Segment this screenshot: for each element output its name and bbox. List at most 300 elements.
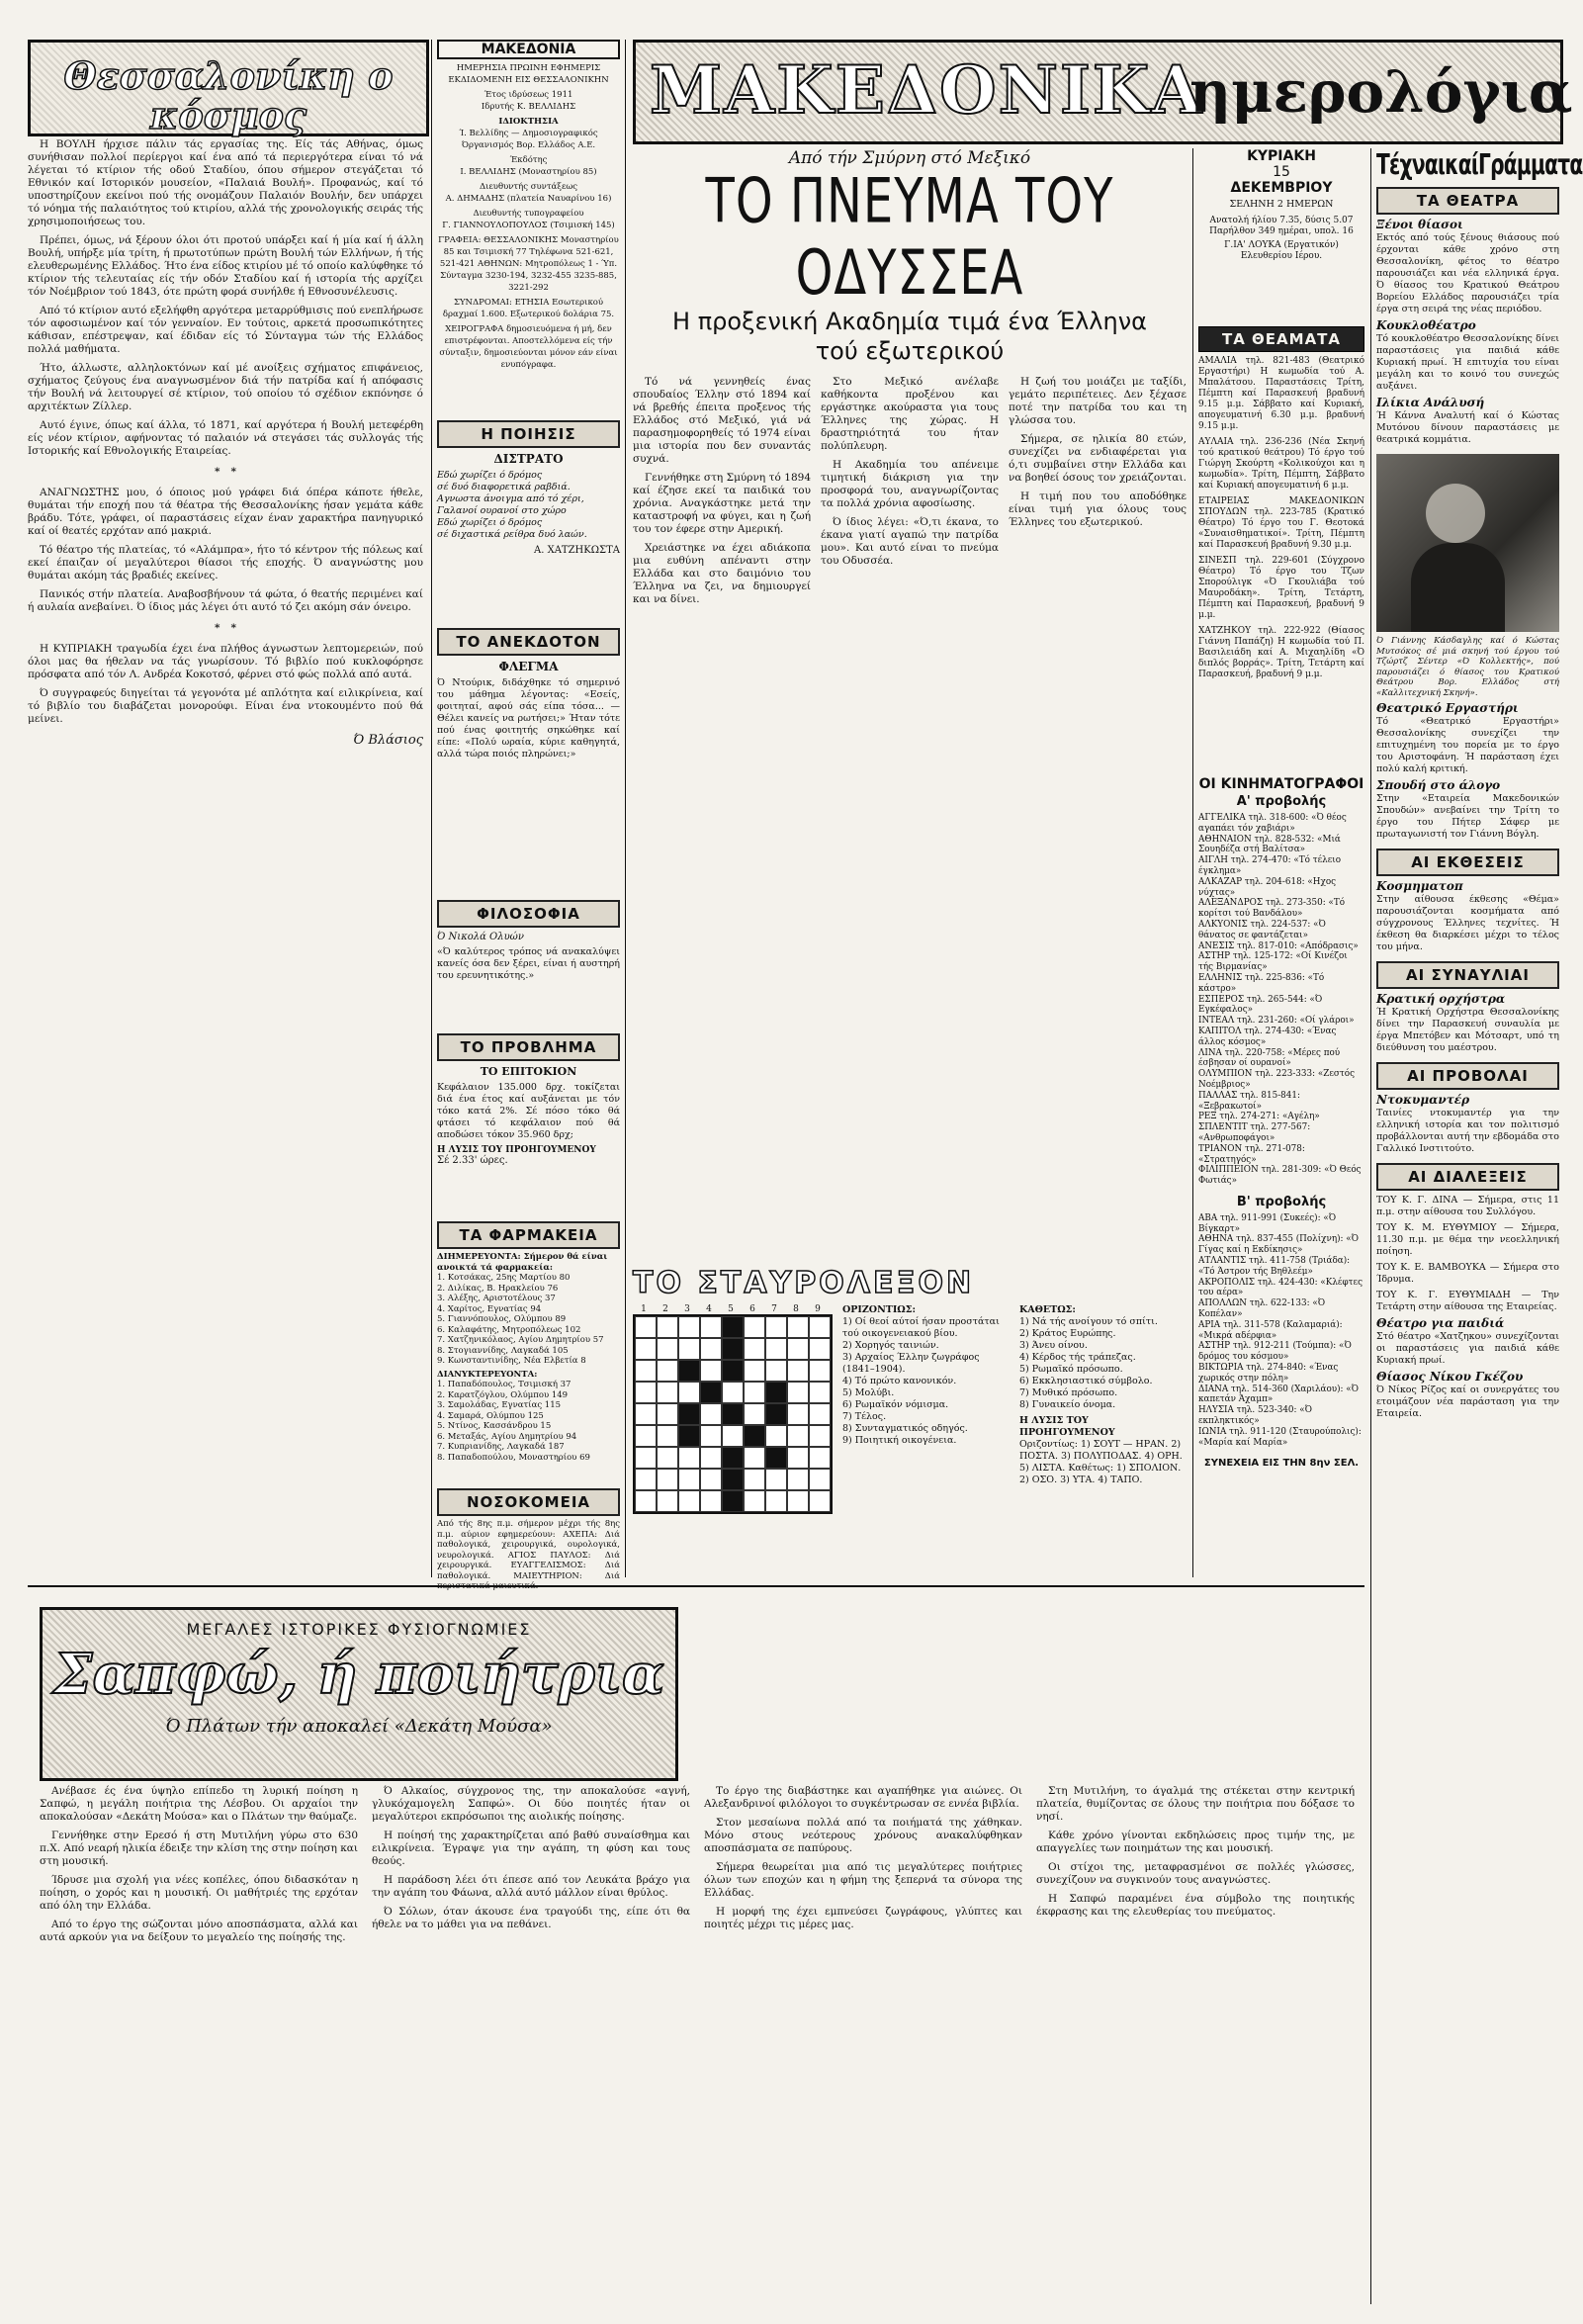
crossword-cell: [787, 1490, 809, 1512]
poem-author: Α. ΧΑΤΖΗΚΩΣΤΑ: [534, 545, 620, 556]
arts-text: Τό «Θεατρικό Εργαστήρι» Θεσσαλονίκης συνεχίζει την επιτυχημένη του πορεία με το έργο του Αριστοφάνη. Ή παράσταση έχει πολύ καλή κριτική.: [1376, 716, 1559, 774]
crossword-grid-wrap: [633, 1304, 833, 1514]
pharmacies-section: [437, 1221, 620, 1483]
article-para: Χρειάστηκε να έχει αδιάκοπα μια ευθύνη απέναντι στην Ελλάδα και στο δαιμόνιο του Έλληνα να ζει, να δημιουργεί και να δίνει.: [633, 542, 811, 605]
grid-number: 9: [815, 1304, 821, 1314]
separator-stars: * *: [215, 622, 236, 634]
photo-caption: Ό Γιάννης Κάσδαγλης καί ό Κώστας Μυτσόκος σέ μιά σκηνή τού έργου τού Τζώρτζ Σέντερ «Ό Κολλεκτής», πού παρουσιάζει ό θίασος του Κρατικού Θεάτρου Βορ. Ελλάδος στή «Καλλιτεχνική Σκηνή».: [1376, 636, 1559, 698]
arts-text: Στην «Εταιρεία Μακεδονικών Σπουδών» ανεβαίνει την Τρίτη το έργο του Πήτερ Σάφερ με πρωταγωνιστή τον Γιάννη Βόγλη.: [1376, 793, 1559, 840]
crossword-cell: [809, 1403, 831, 1425]
pharmacy-item: 9. Κωνσταντινίδης, Νέα Ελβετία 8: [437, 1356, 586, 1366]
crossword-cell: [787, 1403, 809, 1425]
crossword-cell: [700, 1360, 722, 1382]
crossword-cell: [722, 1403, 744, 1425]
cinemas-list-a: [1198, 813, 1364, 1187]
clue: 1) Οί θεοί αύτοί ήσαν προστάται τού οικογενειακού βίου.: [842, 1316, 1000, 1339]
cinemas-sub-b: Β' προβολής: [1236, 1194, 1327, 1209]
poem-lines: [437, 470, 620, 541]
crossword-numbers: [633, 1304, 833, 1314]
main-article: [633, 148, 1187, 1261]
arts-text: Ό Νίκος Ρίζος καί οι συνεργάτες του ετοιμάζουν νέα παράσταση για την Εταιρεία.: [1376, 1385, 1559, 1419]
pharmacy-item: 8. Στογιαννίδης, Λαγκαδά 105: [437, 1345, 569, 1356]
lectures-list: [1376, 1195, 1559, 1313]
article-col: [821, 376, 999, 910]
cinema-item: ΑΛΕΞΑΝΔΡΟΣ τηλ. 273-350: «Τό κορίτσι τού Βανδάλου»: [1198, 898, 1346, 920]
arts-sub: Κρατική ορχήστρα: [1376, 992, 1506, 1006]
crossword-cell: [722, 1447, 744, 1469]
pharmacy-item: 6. Καλαφάτης, Μητροπόλεως 102: [437, 1324, 581, 1335]
cinema-item: ΠΑΛΛΑΣ τηλ. 815-841: «Ξεβρακωτοί»: [1198, 1090, 1300, 1112]
pharmacy-list: [437, 1252, 620, 1463]
pharmacy-item: 5. Γιαννόπουλος, Ολύμπου 89: [437, 1314, 567, 1324]
sappho-series: ΜΕΓΑΛΕΣ ΙΣΤΟΡΙΚΕΣ ΦΥΣΙΟΓΝΩΜΙΕΣ: [186, 1620, 532, 1639]
show-item: ΣΙΝΕΣΠ τηλ. 229-601 (Σύγχρονο Θέατρο) Τό έργο του Τζων Σπορούλιγκ «Ό Γκουλιάβα τού Μαυροδάκη». Τρίτη, Τετάρτη, Πέμπτη καί Παρασκευή, βραδυνή 9 μ.μ.: [1198, 556, 1364, 620]
crossword-cell: [635, 1425, 657, 1447]
crossword-section: [633, 1266, 1187, 1577]
clue: 7) Τέλος.: [842, 1411, 887, 1422]
poem-line: σέ διχαστικά ρείθρα δυό λαών.: [437, 529, 587, 540]
hospitals-text: Από τής 8ης π.μ. σήμερον μέχρι τής 8ης π.μ. αύριον εφημερεύουν: ΑΧΕΠΑ: Διά παθολογικά, χειρουργικά, ουρολογικά, νευρολογικά. ΑΓΙΟΣ ΠΑΥΛΟΣ: Διά χειρουργικά. ΕΥΑΓΓΕΛΙΣΜΟΣ: Διά παθολογικά. ΜΑΙΕΥΤΗΡΙΟΝ: Διά: [437, 1519, 620, 1581]
article-para: Τό νά γεννηθείς ένας σπουδαίος Έλλην στό 1894 καί νά βρεθής έπειτα προξενος τής Ελλάδος στό Μεξικό, γιά νά παρασημοφορηθείς τό 1974 είναι μια ιστορία που δεν συναντάς συχνά.: [633, 376, 811, 465]
cinema-item: ΕΛΛΗΝΙΣ τηλ. 225-836: «Τό κάστρο»: [1198, 972, 1325, 994]
cinema-item: ΑΠΟΛΛΩΝ τηλ. 622-133: «Ό Κοπέλαν»: [1198, 1298, 1326, 1320]
arts-text-block: [1376, 993, 1559, 1054]
paper-sub: ΗΜΕΡΗΣΙΑ ΠΡΩΙΝΗ ΕΦΗΜΕΡΙΣ ΕΚΔΙΔΟΜΕΝΗ ΕΙΣ ΘΕΣΣΑΛΟΝΙΚΗΝ: [448, 63, 609, 85]
sappho-para: Ό Αλκαίος, σύγχρονος της, την αποκαλούσε «αγνή, γλυκόχαμογελη Σαπφώ». Οι δύο ποιητές ήταν οι μεγαλύτεροι εκπρόσωποι της αιολικής ποίησης.: [372, 1785, 690, 1823]
sappho-para: Ό Σόλων, όταν άκουσε ένα τραγούδι της, είπε ότι θα ήθελε να το μάθει για να πεθάνει.: [372, 1906, 690, 1930]
crossword-cell: [809, 1338, 831, 1360]
tech-title: Διευθυντής τυπογραφείου: [473, 209, 584, 219]
cinemas-sub-a: Α' προβολής: [1236, 794, 1327, 809]
cinema-item: ΔΙΑΝΑ τηλ. 514-360 (Χαριλάου): «Ό καπετάν Άχαμπ»: [1198, 1384, 1360, 1405]
crossword-cell: [635, 1382, 657, 1403]
sappho-para: Η ποίησή της χαρακτηρίζεται από βαθύ συναίσθημα και ειλικρίνεια. Έγραψε για την αγάπη, τη φύση και τους θεούς.: [372, 1830, 690, 1867]
problem-title: ΤΟ ΕΠΙΤΟΚΙΟΝ: [480, 1065, 577, 1078]
crossword-cell: [700, 1447, 722, 1469]
grid-number: 3: [684, 1304, 690, 1314]
crossword-cell: [765, 1403, 787, 1425]
arts-text-block: [1376, 880, 1559, 953]
sappho-para: Στη Μυτιλήνη, το άγαλμά της στέκεται στην κεντρική πλατεία, θυμίζοντας σε όλους την ποιήτρια που δόξασε το νησί.: [1036, 1785, 1355, 1823]
sappho-para: Η μορφή της έχει εμπνεύσει ζωγράφους, γλύπτες και ποιητές μέχρι τις μέρες μας.: [704, 1906, 1022, 1930]
sappho-para: Γεννήθηκε στην Ερεσό ή στη Μυτιλήνη γύρω στο 630 π.Χ. Από νεαρή ηλικία έδειξε την κλίση της στην ποίηση και στη μουσική.: [40, 1830, 358, 1867]
cinema-item: ΑΓΓΕΛΙΚΑ τηλ. 318-600: «Ό θέος αγαπάει τόν χαβιάρι»: [1198, 813, 1347, 834]
anecdote-header: ΤΟ ΑΝΕΚΔΟΤΟΝ: [437, 628, 620, 656]
pharmacies-header: ΤΑ ΦΑΡΜΑΚΕΙΑ: [437, 1221, 620, 1249]
arts-column: [1376, 148, 1583, 2304]
clue: 9) Ποιητική οικογένεια.: [842, 1435, 957, 1446]
crossword-cell: [678, 1403, 700, 1425]
exhibitions-header: ΑΙ ΕΚΘΕΣΕΙΣ: [1376, 849, 1559, 876]
cinema-item: ΑΚΡΟΠΟΛΙΣ τηλ. 424-430: «Κλέφτες του αέρα»: [1198, 1277, 1363, 1298]
poem-line: σέ δυό διαφορετικά ραβδιά.: [437, 482, 571, 492]
date-moon: ΣΕΛΗΝΗ 2 ΗΜΕΡΩΝ: [1229, 199, 1334, 210]
article-columns: [633, 376, 1187, 910]
crossword-cell: [657, 1425, 678, 1447]
arts-sub: Ξένοι θίασοι: [1376, 218, 1463, 231]
thessaloniki-text: [28, 138, 423, 1572]
grid-number: 7: [771, 1304, 777, 1314]
crossword-cell: [744, 1316, 765, 1338]
subscription: ΣΥΝΔΡΟΜΑΙ: ΕΤΗΣΙΑ Εσωτερικού δραχμαί 1.600. Εξωτερικού δολάρια 75.: [442, 298, 615, 319]
crossword-cell: [765, 1316, 787, 1338]
clue: 1) Νά τής ανοίγουν τό σπίτι.: [1019, 1316, 1158, 1327]
anecdote-section: [437, 628, 620, 895]
crossword-cell: [635, 1338, 657, 1360]
vertical-title: ΚΑΘΕΤΩΣ:: [1019, 1304, 1076, 1315]
crossword-cell: [657, 1490, 678, 1512]
paper-name: ΜΑΚΕΔΟΝΙΑ: [437, 40, 620, 59]
pharmacy-item: 2. Καρατζόγλου, Ολύμπου 149: [437, 1389, 569, 1400]
crossword-cell: [678, 1447, 700, 1469]
crossword-cell: [787, 1425, 809, 1447]
arts-text: Ή Κρατική Ορχήστρα Θεσσαλονίκης δίνει την Παρασκευή συναυλία με έργα Μπετόβεν και Μότσαρτ, υπό τη διεύθυνση του μαέστρου.: [1376, 1007, 1559, 1053]
crossword-cell: [809, 1316, 831, 1338]
clue: 8) Γυναικείο όνομα.: [1019, 1399, 1116, 1410]
arts-text: Στό θέατρο «Χατζηκου» συνεχίζονται οι παραστάσεις για παιδιά κάθε Κυριακή πρωί.: [1376, 1331, 1559, 1366]
pharmacy-item: 3. Αλέξης, Αριστοτέλους 37: [437, 1294, 556, 1303]
show-item: ΧΑΤΖΗΚΟΥ τηλ. 222-922 (Θίασος Γιάννη Παπάζη) Η κωμωδία τού Π. Βασιλειάδη καί Α. Μιχαηλίδη «Ό διπλός βορράς». Τρίτη, Τετάρτη καί Παρασκευή, βραδυνή 9 μ.μ.: [1198, 626, 1364, 679]
crossword-cell: [635, 1447, 657, 1469]
crossword-cell: [722, 1360, 744, 1382]
pharmacy-item: 7. Κυπριανίδης, Λαγκαδά 187: [437, 1442, 565, 1452]
crossword-cell: [700, 1338, 722, 1360]
cinema-item: ΑΛΚΥΟΝΙΣ τηλ. 224-537: «Ό θάνατος σε φαντάζεται»: [1198, 919, 1326, 940]
crossword-cell: [744, 1360, 765, 1382]
crossword-cell: [678, 1490, 700, 1512]
thessaloniki-para: Ήτο, άλλωστε, αλληλοκτόνων καί μέ ανοίξεις σχήματος επιφάνειος, σχήματος ζεύγους ένα αναγνωσμένον διά τήν πατρίδα καί ή απόφασις τήν Βουλή νά λειτουργεί σέ κτίριον, τού οποίου τό σχέδιον εκπόνησε ό αρχιτέκτων Ζίλλερ.: [28, 362, 423, 412]
poem-line: Γαλανοί ουρανοί στο χώρο: [437, 505, 567, 516]
date-day: ΚΥΡΙΑΚΗ: [1247, 148, 1316, 164]
sappho-para: Από το έργο της σώζονται μόνο αποσπάσματα, αλλά και αυτά αρκούν για να δείξουν το μεγαλείο της ποίησής της.: [40, 1919, 358, 1943]
thessaloniki-para: Πρέπει, όμως, νά ξέρουν όλοι ότι προτού υπάρξει καί ή μία καί ή άλλη Βουλή, υπήρξε μία τρίτη, ή πρωτοτύπων πρώτη Βουλή τών Ελλήνων, ή τής ελευθερωμένης Ελλάδος. Ήτο ένα είδος κτιρίου μέ τό οποίο καλύφθηκε τό κτίριον τής τελευταίας είς τήν οδόν Σταδίου καί ή ιστορία τής αρχίζει τόν Νοέμβριον τού 1843, ότε πρώτη φορά συνήλθε ή Εθνοσυνέλευσις.: [28, 234, 423, 298]
pharmacy-item: 8. Παπαδοπούλου, Μοναστηρίου 69: [437, 1452, 590, 1463]
cinema-item: ΑΒΑ τηλ. 911-991 (Συκεές): «Ό Βίγκαρτ»: [1198, 1212, 1337, 1234]
crossword-cell: [722, 1425, 744, 1447]
arts-sub: Ιλίκια Ανάλυσή: [1376, 396, 1485, 409]
arts-text-block: [1376, 219, 1559, 446]
sappho-para: Ανέβασε ές ένα ύψηλο επίπεδο τη λυρική ποίηση η Σαπφώ, η μεγάλη ποιήτρια της Λέσβου. Οι αρχαίοι την αποκαλούσαν «Δεκάτη Μούσα» και ο Πλάτων την θαύμαζε.: [40, 1785, 358, 1823]
crossword-cell: [700, 1403, 722, 1425]
philosophy-text: «Ό καλύτερος τρόπος νά ανακαλύψει κανείς όσα δεν ξέρει, είναι ή αυστηρή του ερευνητικότης.»: [437, 946, 620, 981]
crossword-cell: [809, 1469, 831, 1490]
arts-text: Τό κουκλοθέατρο Θεσσαλονίκης δίνει παραστάσεις για παιδιά κάθε Κυριακή πρωί. Ή επιτυχία του είναι μεγάλη και το κοινό του συνεχώς αυξάνει.: [1376, 333, 1559, 392]
crossword-cell: [678, 1338, 700, 1360]
ownership-title: ΙΔΙΟΚΤΗΣΙΑ: [498, 117, 559, 127]
grid-number: 2: [662, 1304, 668, 1314]
problem-prev: Σέ 2.33' ώρες.: [437, 1155, 508, 1166]
problem-section: [437, 1033, 620, 1216]
cinema-item: ΙΝΤΕΑΛ τηλ. 231-260: «Οί γλάροι»: [1198, 1016, 1355, 1027]
pharmacy-item: 3. Σαμολάδας, Εγνατίας 115: [437, 1400, 562, 1410]
clue: 2) Κράτος Ευρώπης.: [1019, 1328, 1116, 1339]
date-month: ΔΕΚΕΜΒΡΙΟΥ: [1230, 180, 1333, 196]
thessaloniki-signature: Ό Βλάσιος: [353, 733, 423, 748]
sappho-para: Σήμερα θεωρείται μια από τις μεγαλύτερες ποιήτριες όλων των εποχών και η φήμη της ξεπερνά τα σύνορα της Ελλάδας.: [704, 1861, 1022, 1899]
crossword-cell: [744, 1425, 765, 1447]
arts-sub: Θίασος Νίκου Γκέζου: [1376, 1370, 1524, 1384]
article-para: Η Ακαδημία του απένειμε τιμητική διάκριση για την προσφορά του, αναγνωρίζοντας τα πολλά χρόνια αφοσίωσης.: [821, 459, 999, 509]
clue: 4) Κέρδος τής τράπεζας.: [1019, 1352, 1136, 1363]
crossword-cell: [765, 1447, 787, 1469]
grid-number: 5: [728, 1304, 734, 1314]
pharmacy-item: 4. Σαμαρά, Ολύμπου 125: [437, 1410, 544, 1421]
editor-title: Διευθυντής συντάξεως: [479, 182, 578, 192]
philosophy-author: Ό Νικολά Ολυών: [437, 932, 524, 942]
crossword-cell: [722, 1338, 744, 1360]
masthead-info: [437, 40, 620, 415]
sappho-col: [372, 1785, 690, 2304]
cinema-item: ΙΩΝΙΑ τηλ. 911-120 (Σταυρούπολις): «Μαρία καί Μαρία»: [1198, 1426, 1362, 1448]
thessaloniki-para: Από τό κτίριον αυτό εξελήφθη αργότερα μεταρρύθμισις πού ενεπλήρωσε τόν αφοσιωμένον καί τόν γενναίον. Εν τούτοις, αρκετά προσωπικότητες κάθισαν, επέστρεψαν, καί έδιδαν είς τό Σύνταγμα τών τής Ελλάδος πολλά μαθήματα.: [28, 305, 423, 355]
cinema-item: ΟΛΥΜΠΙΟΝ τηλ. 223-333: «Ζεστός Νοέμβριος»: [1198, 1069, 1355, 1090]
poetry-header: Η ΠΟΙΗΣΙΣ: [437, 420, 620, 448]
crossword-cell: [678, 1469, 700, 1490]
clue: 3) Αρχαίος Έλλην ζωγράφος (1841–1904).: [842, 1352, 980, 1375]
cinema-item: ΕΣΠΕΡΟΣ τηλ. 265-544: «Ό Εγκέφαλος»: [1198, 994, 1323, 1016]
arts-text-block: [1376, 702, 1559, 841]
grid-number: 1: [641, 1304, 647, 1314]
cinema-item: ΒΙΚΤΩΡΙΑ τηλ. 274-840: «Ένας χωρικός στην πόλη»: [1198, 1363, 1339, 1384]
clue: 6) Ρωμαϊκόν νόμισμα.: [842, 1399, 949, 1410]
publisher: Ι. ΒΕΛΛΙΔΗΣ (Μοναστηρίου 85): [460, 167, 597, 177]
crossword-cell: [657, 1403, 678, 1425]
clue: 5) Ρωμαϊκό πρόσωπο.: [1019, 1364, 1123, 1375]
article-kicker: Από τήν Σμύρνη στό Μεξικό: [788, 148, 1031, 168]
lecture-item: ΤΟΥ Κ. Ε. ΒΑΜΒΟΥΚΑ — Σήμερα στο Ίδρυμα.: [1376, 1262, 1559, 1285]
clue: 2) Χορηγός ταινιών.: [842, 1340, 939, 1351]
crossword-cell: [657, 1382, 678, 1403]
article-col: [1009, 376, 1187, 910]
crossword-cell: [765, 1490, 787, 1512]
publisher-title: Έκδότης: [509, 155, 548, 165]
crossword-cell: [744, 1469, 765, 1490]
thessaloniki-para: Αυτό έγινε, όπως καί άλλα, τό 1871, καί αργότερα ή Βουλή μετεφέρθη είς νέον κτίριον, αφήνοντας τό παλαιόν νά στεγάσει τάς συλλογάς τής Ιστορικής καί Εθνολογικής Εταιρείας.: [28, 419, 423, 457]
arts-text: Στην αίθουσα έκθεσης «Θέμα» παρουσιάζονται κοσμήματα από σύγχρονους Έλληνες τεχνίτες. Ή έκθεση θα διαρκέσει μέχρι το τέλος του μήνα.: [1376, 894, 1559, 952]
clue: 3) Άνευ οίνου.: [1019, 1340, 1088, 1351]
crossword-cell: [700, 1469, 722, 1490]
crossword-cell: [657, 1338, 678, 1360]
crossword-cell: [657, 1316, 678, 1338]
sappho-col: [40, 1785, 358, 2304]
thessaloniki-para: ΑΝΑΓΝΩΣΤΗΣ μου, ό όποιος μού γράφει διά όπέρα κάποτε ήθελε, θυμάται τήν εποχή που τά θέατρα τής Θεσσαλονίκης ήσαν γεμάτα κάθε βράδυ. Τότε, γράφει, οί παραστάσεις είχαν έναν χαρακτήρα πανηγυρικό καί οί θεατές ερχόταν από μακριά.: [28, 487, 423, 537]
crossword-cell: [787, 1338, 809, 1360]
poem-line: Εδώ χωρίζει ό δρόμος: [437, 470, 543, 481]
crossword-cell: [809, 1425, 831, 1447]
article-para: Η ζωή του μοιάζει με ταξίδι, γεμάτο περιπέτειες. Δεν ξέχασε ποτέ την πατρίδα του και τη γλώσσα του.: [1009, 376, 1187, 426]
solution-title: Η ΛΥΣΙΣ ΤΟΥ ΠΡΟΗΓΟΥΜΕΝΟΥ: [1019, 1415, 1115, 1438]
sappho-para: Κάθε χρόνο γίνονται εκδηλώσεις προς τιμήν της, με απαγγελίες των ποιημάτων της και μουσική.: [1036, 1830, 1355, 1854]
problem-header: ΤΟ ΠΡΟΒΛΗΜΑ: [437, 1033, 620, 1061]
tech: Γ. ΓΙΑΝΝΟΥΛΟΠΟΥΛΟΣ (Τσιμισκή 145): [442, 221, 615, 230]
cinema-item: ΑΝΕΣΙΣ τηλ. 817-010: «Απόδρασις»: [1198, 940, 1359, 951]
show-item: ΕΤΑΙΡΕΙΑΣ ΜΑΚΕΔΟΝΙΚΩΝ ΣΠΟΥΔΩΝ τηλ. 223-785 (Κρατικό Θέατρο) Τό έργο του Γ. Θεοτοκά «Συναισθηματικοί». Τρίτη, Πέμπτη καί Παρασκευή βραδυνή 9.30 μ.μ.: [1198, 496, 1364, 550]
cinema-item: ΑΙΓΛΗ τηλ. 274-470: «Τό τέλειο έγκλημα»: [1198, 855, 1342, 876]
crossword-cell: [678, 1382, 700, 1403]
philosophy-header: ΦΙΛΟΣΟΦΙΑ: [437, 900, 620, 928]
date-box: [1198, 148, 1364, 321]
crossword-cell: [657, 1360, 678, 1382]
pharmacy-intro: ΔΙΑΝΥΚΤΕΡΕΥΟΝΤΑ:: [437, 1369, 538, 1380]
crossword-cell: [787, 1447, 809, 1469]
crossword-cell: [744, 1382, 765, 1403]
cinema-item: ΑΡΙΑ τηλ. 311-578 (Καλαμαριά): «Μικρά αδέρφια»: [1198, 1319, 1343, 1341]
date-sun: Ανατολή ήλίου 7.35, δύσις 5.07 Παρήλθον 349 ημέραι, υπολ. 16: [1209, 216, 1354, 236]
cinemas-list-b: [1198, 1213, 1364, 1449]
problem-text: Κεφάλαιον 135.000 δρχ. τοκίζεται διά ένα έτος καί αυξάνεται με τόν τόκο κατά 2%. Σέ πόσο τόκο θά φτάσει τό κεφάλαιον πού θά αποδώσει τόκον 35.960 δρχ;: [437, 1082, 620, 1140]
arts-text: Εκτός από τούς ξένους θιάσους πού έρχονται κάθε χρόνο στη Θεσσαλονίκη, φέτος το θέατρο παρουσιάζει και νέα ελληνικά έργα. Ό θίασος του Κρατικού Θεάτρου Βορείου Ελλάδος παρουσιάζει τρία έργα στη σειρά της νέας περιόδου.: [1376, 232, 1559, 314]
cinema-item: ΗΛΥΣΙΑ τηλ. 523-340: «Ό εκπληκτικός»: [1198, 1405, 1313, 1427]
clue: 8) Συνταγματικός οδηγός.: [842, 1423, 968, 1434]
crossword-cell: [657, 1447, 678, 1469]
crossword-cell: [787, 1469, 809, 1490]
poem-line: Αγνωστα άνοιγμα από τό χέρι,: [437, 493, 584, 504]
article-para: Σήμερα, σε ηλικία 80 ετών, συνεχίζει να ενδιαφέρεται για ό,τι συμβαίνει στην Ελλάδα και να βοηθεί όσους τον χρειάζονται.: [1009, 433, 1187, 484]
cinema-item: ΚΑΠΙΤΟΛ τηλ. 274-430: «Ένας άλλος κόσμος»: [1198, 1026, 1337, 1047]
separator-stars: * *: [215, 466, 236, 478]
founded: Έτος ιδρύσεως 1911: [484, 90, 573, 100]
article-title: ΤΟ ΠΝΕΥΜΑ ΤΟΥ ΟΔΥΣΣΕΑ: [705, 165, 1114, 310]
concerts-header: ΑΙ ΣΥΝΑΥΛΙΑΙ: [1376, 961, 1559, 989]
thessaloniki-header: Θεσσαλονίκη ο κόσμος: [63, 53, 394, 137]
article-para: Γεννήθηκε στη Σμύρνη τό 1894 καί έζησε εκεί τα παιδικά του χρόνια. Αναγκάστηκε μετά την καταστροφή να φύγει, και η ζωή του τον έφερε στην Αμερική.: [633, 472, 811, 535]
thessaloniki-para: Τό θέατρο τής πλατείας, τό «Αλάμπρα», ήτο τό κέντρον τής πόλεως καί εκεί έπαιζαν οί μεγαλύτεροι θίασοι τής εποχής. Ό αναγνώστης μου θυμάται ακόμη τάς βραδιές εκείνες.: [28, 544, 423, 581]
pharmacy-item: 6. Μεταξάς, Αγίου Δημητρίου 94: [437, 1431, 577, 1442]
photo-figure-icon: [1411, 543, 1505, 632]
crossword-cell: [722, 1469, 744, 1490]
sappho-para: Στον μεσαίωνα πολλά από τα ποιήματά της χάθηκαν. Μόνο στους νεότερους χρόνους ανακαλύφθηκαν αποσπάσματα σε παπύρους.: [704, 1817, 1022, 1854]
pharmacy-item: 4. Χαρίτος, Εγνατίας 94: [437, 1303, 542, 1314]
theater-photo: [1376, 454, 1559, 632]
masthead-title-left: ΜΑΚΕΔΟΝΙΚΑ: [650, 51, 1204, 129]
crossword-cell: [809, 1360, 831, 1382]
crossword-cell: [635, 1490, 657, 1512]
thessaloniki-para: Η ΒΟΥΛΗ ήρχισε πάλιν τάς εργασίας της. Είς τάς Αθήνας, όμως συνήθισαν πολλοί περίεργοι καί ένα από τά περιεργότερα είναι τό νά λέγεται τό κτίριον τής οδού Σταδίου, όπου σήμερον στεγάζεται τό Εθνικόν καί Ιστορικόν μουσείον, «Παλαιά Βουλή». Προφανώς, καί τό υποστηρίζουν εκείνοι πού τής ονομάζουν Παλαιόν Βουλήν, δεν υπάρχει τό νόημα τής παλαιότητος τού κτιρίου, αλλά τής χρονολογικής σειράς τής χρησιμοποιήσεως του.: [28, 138, 423, 227]
anecdote-text: Ό Ντούρικ, διδάχθηκε τό σημερινό του μάθημα λέγοντας: «Εσείς, φοιτηταί, αφού σάς είπα τόσα... — Θέλει κανείς να ρωτήσει;» Ήταν τότε πού ένας φοιτητής σηκώθηκε καί είπε: «Πολύ ωραία, κύριε καθηγητά, αλλά τώρα ποιός πληρώνει;»: [437, 677, 620, 760]
crossword-cell: [765, 1469, 787, 1490]
pharmacy-item: 1. Κοτσάκας, 25ης Μαρτίου 80: [437, 1273, 571, 1283]
crossword-cell: [657, 1469, 678, 1490]
arts-text-block: [1376, 1094, 1559, 1155]
arts-header: ΤέχναικαίΓράμματα: [1376, 148, 1583, 181]
crossword-body: [633, 1304, 1187, 1514]
sappho-para: Οι στίχοι της, μεταφρασμένοι σε πολλές γλώσσες, συνεχίζουν να συγκινούν τους αναγνώστες.: [1036, 1861, 1355, 1886]
crossword-clues: [842, 1304, 1010, 1514]
article-subtitle: Η προξενική Ακαδημία τιμά ένα Έλληνα τού εξωτερικού: [672, 308, 1147, 365]
problem-prev-title: Η ΛΥΣΙΣ ΤΟΥ ΠΡΟΗΓΟΥΜΕΝΟΥ: [437, 1145, 596, 1155]
sappho-col: [1036, 1785, 1355, 2304]
lecture-item: ΤΟΥ Κ. Μ. ΕΥΘΥΜΙΟΥ — Σήμερα, 11.30 π.μ. με θέμα την νεοελληνική ποίηση.: [1376, 1222, 1559, 1257]
clue: 7) Μυθικό πρόσωπο.: [1019, 1387, 1118, 1398]
cinema-item: ΦΙΛΙΠΠΕΙΟΝ τηλ. 281-309: «Ό Θεός Φωτιάς»: [1198, 1165, 1362, 1187]
offices: ΓΡΑΦΕΙΑ: ΘΕΣΣΑΛΟΝΙΚΗΣ Μοναστηρίου 85 και Τσιμισκή 77 Τηλέφωνα 521-621, 521-421 ΑΘΗΝΩΝ: Μητροπόλεως 1 - Ύπ. Σύνταγμα 3230-194, 3232-455 3235-885, 3221-292: [438, 235, 619, 293]
article-col: [633, 376, 811, 910]
pharmacy-item: 1. Παπαδόπουλος, Τσιμισκή 37: [437, 1380, 572, 1389]
cinema-item: ΑΣΤΗΡ τηλ. 125-172: «Οί Κινέζοι τής Βιρμανίας»: [1198, 951, 1348, 973]
show-item: ΑΥΛΑΙΑ τηλ. 236-236 (Νέα Σκηνή τού κρατικού θεάτρου) Τό έργο τού Γιώργη Σκούρτη «Κολικούχοι και η κωμωδία». Τρίτη, Πέμπτη, Σάββατο καί Κυριακή απογευματινή 6 μ.μ.: [1198, 437, 1364, 491]
lecture-item: ΤΟΥ Κ. Γ. ΔΙΝΑ — Σήμερα, στις 11 π.μ. στην αίθουσα του Συλλόγου.: [1376, 1195, 1559, 1217]
sappho-para: Το έργο της διαβάστηκε και αγαπήθηκε για αιώνες. Οι Αλεξανδρινοί φιλόλογοι το συγκέντρωσαν σε εννέα βιβλία.: [704, 1785, 1022, 1810]
founder: Ιδρυτής Κ. ΒΕΛΛΙΔΗΣ: [481, 102, 576, 112]
cinema-item: ΣΠΛΕΝΤΙΤ τηλ. 277-567: «Ανθρωποφάγοι»: [1198, 1122, 1311, 1143]
crossword-cell: [635, 1360, 657, 1382]
crossword-cell: [722, 1382, 744, 1403]
hospitals-section: [437, 1488, 620, 1581]
arts-text: Ταινίες ντοκυμαντέρ για την ελληνική ιστορία και τον πολιτισμό προβάλλονται αυτή την εβδομάδα στο Γαλλικό Ινστιτούτο.: [1376, 1108, 1559, 1154]
crossword-cell: [678, 1316, 700, 1338]
sappho-title: Σαπφώ, ή ποιήτρια: [52, 1642, 665, 1707]
hospitals-header: ΝΟΣΟΚΟΜΕΙΑ: [437, 1488, 620, 1516]
cinema-item: ΤΡΙΑΝΟΝ τηλ. 271-078: «Στρατηγός»: [1198, 1143, 1305, 1165]
solution: Οριζοντίως: 1) ΣΟΥΤ — ΗΡΑΝ. 2) ΠΟΣΤΑ. 3) ΠΟΛΥΠΟΔΑΣ. 4) ΟΡΗ. 5) ΛΙΣΤΑ. Καθέτως: 1) ΣΠΟΛΙΟΝ. 2) ΟΣΟ. 3) ΥΤΑ. 4) ΤΑΠΟ.: [1019, 1439, 1183, 1485]
cinema-item: ΑΤΛΑΝΤΙΣ τηλ. 411-758 (Τριάδα): «Τό Άστρον τής Βηθλεέμ»: [1198, 1256, 1351, 1277]
crossword-cell: [678, 1360, 700, 1382]
clue: 5) Μολύβι.: [842, 1387, 895, 1398]
shows-list: [1198, 356, 1364, 680]
sappho-banner: [40, 1607, 678, 1781]
grid-number: 4: [706, 1304, 712, 1314]
poem-line: Εδώ χωρίζει ό δρόμος: [437, 517, 543, 528]
cinema-item: ΑΘΗΝΑΙΟΝ τηλ. 828-532: «Μιά Σουηδέζα στή Βαλίτσα»: [1198, 834, 1341, 855]
ownership: Ί. Βελλίδης — Δημοσιογραφικός Όργανισμός Βορ. Ελλάδος Α.Ε.: [459, 129, 598, 150]
screenings-header: ΑΙ ΠΡΟΒΟΛΑΙ: [1376, 1062, 1559, 1090]
cinema-item: ΑΘΗΝΑ τηλ. 837-455 (Πολίχνη): «Ό Γίγας καί η Εκδίκησις»: [1198, 1234, 1360, 1256]
crossword-cell: [809, 1490, 831, 1512]
arts-sub: Κουκλοθέατρο: [1376, 318, 1476, 332]
crossword-cell: [700, 1490, 722, 1512]
crossword-header: ΤΟ ΣΤΑΥΡΟΛΕΞΟΝ: [633, 1266, 975, 1300]
photo-figure-icon: [1426, 484, 1485, 543]
sappho-para: Η Σαπφώ παραμένει ένα σύμβολο της ποιητικής έκφρασης και της ελευθερίας του πνεύματος.: [1036, 1893, 1355, 1918]
crossword-cell: [700, 1425, 722, 1447]
crossword-cell: [787, 1360, 809, 1382]
crossword-cell: [700, 1316, 722, 1338]
pharmacy-item: 5. Ντίνος, Κασσάνδρου 15: [437, 1421, 552, 1431]
crossword-cell: [787, 1382, 809, 1403]
date-num: 15: [1273, 164, 1290, 180]
arts-sub: Θέατρο για παιδιά: [1376, 1316, 1505, 1330]
arts-sub: Ντοκυμαντέρ: [1376, 1093, 1470, 1107]
grid-number: 8: [793, 1304, 799, 1314]
article-para: Ό ίδιος λέγει: «Ό,τι έκανα, το έκανα γιατί αγαπώ την πατρίδα μου». Και αυτό είναι το πνεύμα του Οδυσσέα.: [821, 516, 999, 567]
crossword-cell: [744, 1447, 765, 1469]
shows-header: ΤΑ ΘΕΑΜΑΤΑ: [1198, 326, 1364, 352]
crossword-cell: [635, 1316, 657, 1338]
crossword-cell: [765, 1360, 787, 1382]
pharmacy-item: 7. Χατζηνικόλαος, Αγίου Δημητρίου 57: [437, 1335, 604, 1345]
crossword-cell: [744, 1490, 765, 1512]
crossword-cell: [787, 1316, 809, 1338]
crossword-cell: [765, 1382, 787, 1403]
notice: ΧΕΙΡΟΓΡΑΦΑ δημοσιευόμενα ή μή, δεν επιστρέφονται. Αποστελλόμενα είς τήν σύνταξιν, δημοσιεύονται μόνον εάν είναι ενυπόγραφα.: [439, 324, 618, 370]
crossword-cell: [722, 1316, 744, 1338]
cinemas-header: ΟΙ ΚΙΝΗΜΑΤΟΓΡΑΦΟΙ: [1198, 776, 1364, 792]
clue: 4) Τό πρώτο κανονικόν.: [842, 1376, 957, 1386]
philosophy-section: [437, 900, 620, 1028]
cinema-item: ΑΛΚΑΖΑΡ τηλ. 204-618: «Ηχος νύχτας»: [1198, 876, 1337, 898]
crossword-cell: [809, 1447, 831, 1469]
sappho-text: [40, 1785, 1355, 2304]
arts-text-block: [1376, 1317, 1559, 1420]
cinema-item: ΡΕΞ τηλ. 274-271: «Αγέλη»: [1198, 1112, 1320, 1122]
arts-sub: Θεατρικό Εργαστήρι: [1376, 701, 1519, 715]
grid-number: 6: [749, 1304, 755, 1314]
crossword-cell: [678, 1425, 700, 1447]
clue: 6) Εκκλησιαστικό σύμβολο.: [1019, 1376, 1153, 1386]
thessaloniki-para: Πανικός στήν πλατεία. Αναβοσβήνουν τά φώτα, ό θεατής περιμένει καί ή αυλαία ανεβαίνει. Ό ίδιος μάς λέγει ότι αυτό τό ζει ακόμη σάν όνειρο.: [28, 588, 423, 613]
cinemas-footer: ΣΥΝΕΧΕΙΑ ΕΙΣ ΤΗΝ 8ην ΣΕΛ.: [1203, 1458, 1360, 1470]
crossword-cell: [722, 1490, 744, 1512]
